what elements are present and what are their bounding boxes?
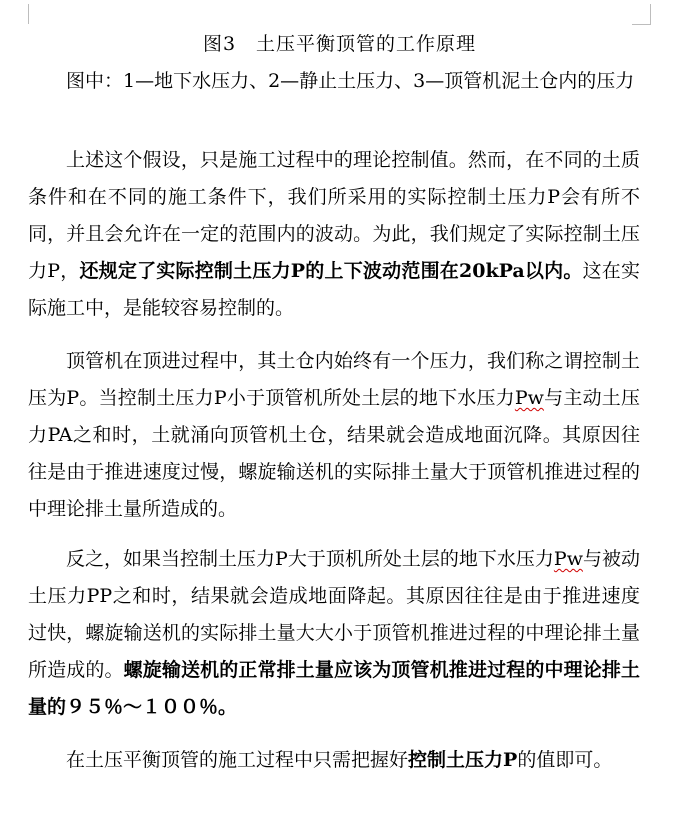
paragraph-4-text: 在土压平衡顶管的施工过程中只需把握好 [66, 749, 409, 771]
paragraph-1-text: 上述这个假设，只是施工过程中的理论控制值。然而，在不同的土质条件和在不同的施工条件下，我们所采用的实际控制土压力P会有所不同，并且会允许在一定的范围内的波动。为此，我们规定了实际控制土压力P， [28, 149, 640, 282]
paragraph-1-bold: 还规定了实际控制土压力P的上下波动范围在20kPa以内。 [79, 259, 583, 282]
paragraph-1 [28, 142, 640, 327]
paragraph-4 [28, 742, 640, 779]
paragraph-1-tail: 这在实际施工中，是能较容易控制的。 [28, 259, 640, 319]
page-corner-mark-left [28, 4, 30, 24]
paragraph-4-bold: 控制土压力P [408, 749, 518, 771]
paragraph-2-pw-spellcheck: Pw [514, 386, 544, 409]
paragraph-3-text: 反之，如果当控制土压力P大于顶机所处土层的地下水压力 [66, 548, 554, 570]
paragraph-2 [28, 343, 640, 528]
page-corner-mark-right [632, 4, 651, 25]
paragraph-3-middle: 与被动土压力PP之和时，结果就会造成地面降起。其原因往往是由于推进速度过快，螺旋输送机的实际排土量大大小于顶管机推进过程的中理论排土量所造成的。 [28, 548, 640, 681]
paragraph-2-tail: 与主动土压力PA之和时，土就涌向顶管机土仓，结果就会造成地面沉降。其原因往往是由于推进速度过慢，螺旋输送机的实际排土量大于顶管机推进过程的中理论排土量所造成的。 [28, 386, 640, 520]
figure-caption: 图3 土压平衡顶管的工作原理 [202, 33, 477, 55]
figure-legend: 图中：1—地下水压力、2—静止土压力、3—顶管机泥土仓内的压力 [66, 70, 635, 92]
paragraph-3-bold: 螺旋输送机的正常排土量应该为顶管机推进过程的中理论排土量的９５％～１００％。 [28, 658, 640, 718]
paragraph-2-text: 顶管机在顶进过程中，其土仓内始终有一个压力，我们称之谓控制土压为P。当控制土压力P小于顶管机所处土层的地下水压力 [28, 350, 640, 409]
paragraph-4-tail: 的值即可。 [517, 749, 613, 771]
paragraph-3-pw-spellcheck: Pw [553, 548, 583, 570]
paragraph-3 [28, 541, 640, 726]
